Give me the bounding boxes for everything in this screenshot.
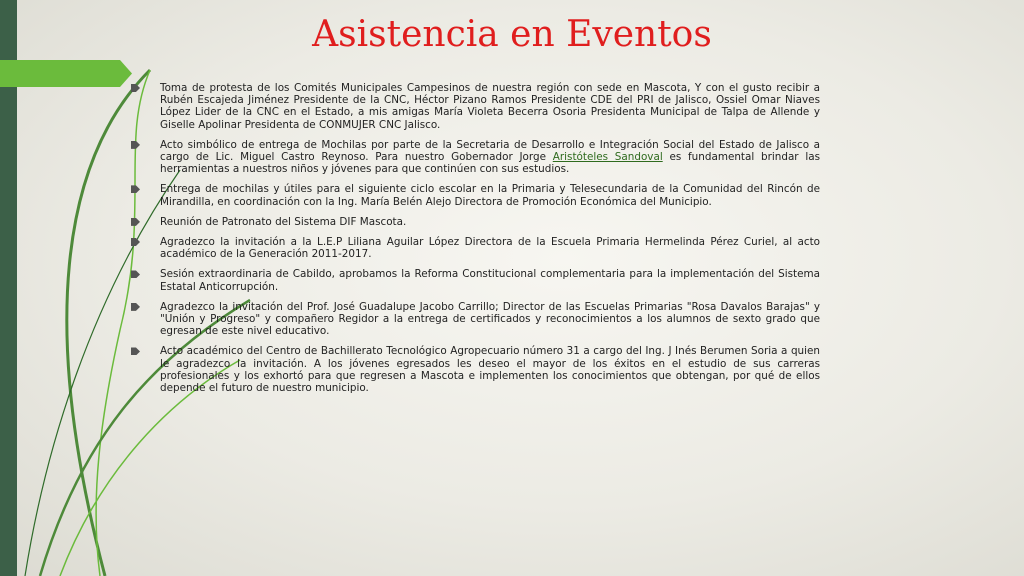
title-arrow-accent (0, 60, 132, 87)
list-item (130, 183, 820, 207)
item-text: Agradezco la invitación a la L.E.P Liliana Aguilar López Directora de la Escuela Primaria Hermelinda Pérez Curiel, al acto académico de la Generación 2011-2017. (160, 236, 820, 261)
arrow-bullet-icon (131, 303, 140, 311)
arrow-bullet-icon (131, 84, 140, 92)
arrow-bullet-icon (131, 347, 140, 355)
list-item (130, 301, 820, 338)
list-item (130, 268, 820, 292)
list-item (130, 139, 820, 176)
item-text: Toma de protesta de los Comités Municipales Campesinos de nuestra región con sede en Mascota, Y con el gusto recibir a Rubén Escajeda Jiménez Presidente de la CNC, Héctor Pizano Ramos Presidente CDE del PRI de Jalisco, Ossiel Omar Niaves López Lider de la CNC en el Estado, a mis amigas María Violeta Becerra Osoria Presidenta Municipal de Talpa de Allende y Giselle Apolinar Presidenta de CONMUJER CNC Jalisco. (160, 82, 820, 131)
list-item (130, 236, 820, 260)
arrow-bullet-icon (131, 185, 140, 193)
arrow-bullet-icon (131, 218, 140, 226)
item-text-before-link: Acto simbólico de entrega de Mochilas por parte de la Secretaria de Desarrollo e Integración Social del Estado de Jalisco a cargo de Lic. Miguel Castro Reynoso. Para nuestro Gobernador Jorge (160, 138, 820, 164)
item-text: Agradezco la invitación del Prof. José Guadalupe Jacobo Carrillo; Director de las Escuelas Primarias "Rosa Davalos Barajas" y "Unión y Progreso" y compañero Regidor a la entrega de certificados y reconocimientos a los alumnos de sexto grado que egresan de este nivel educativo. (160, 300, 820, 338)
item-text: Entrega de mochilas y útiles para el siguiente ciclo escolar en la Primaria y Telesecundaria de la Comunidad del Rincón de Mirandilla, en coordinación con la Ing. María Belén Alejo Directora de Promoción Económica del Municipio. (160, 183, 820, 208)
governor-name-link[interactable]: Aristóteles Sandoval (552, 151, 663, 164)
slide-title: Asistencia en Eventos (312, 14, 712, 55)
item-text: Acto académico del Centro de Bachillerato Tecnológico Agropecuario número 31 a cargo del Ing. J Inés Berumen Soria a quien le agradezco la invitación. A los jóvenes egresados les deseo el mayor de los éxitos en el estudio de sus carreras profesionales y los exhortó para que regresen a Mascota e implementen los conocimientos que obtengan, por qué de ellos depende el futuro de nuestro municipio. (160, 345, 820, 395)
list-item (130, 345, 820, 394)
item-text: Reunión de Patronato del Sistema DIF Mascota. (160, 215, 407, 228)
list-item (130, 82, 820, 131)
arrow-bullet-icon (131, 141, 140, 149)
item-text-after-link: es fundamental brindar las herramientas a nuestros niños y jóvenes para que continúen con sus estudios. (160, 151, 821, 176)
arrow-bullet-icon (131, 238, 140, 246)
arrow-bullet-icon (131, 270, 140, 278)
list-item (130, 216, 820, 228)
item-text: Sesión extraordinaria de Cabildo, aprobamos la Reforma Constitucional complementaria para la implementación del Sistema Estatal Anticorrupción. (160, 268, 820, 293)
event-list (130, 82, 820, 402)
